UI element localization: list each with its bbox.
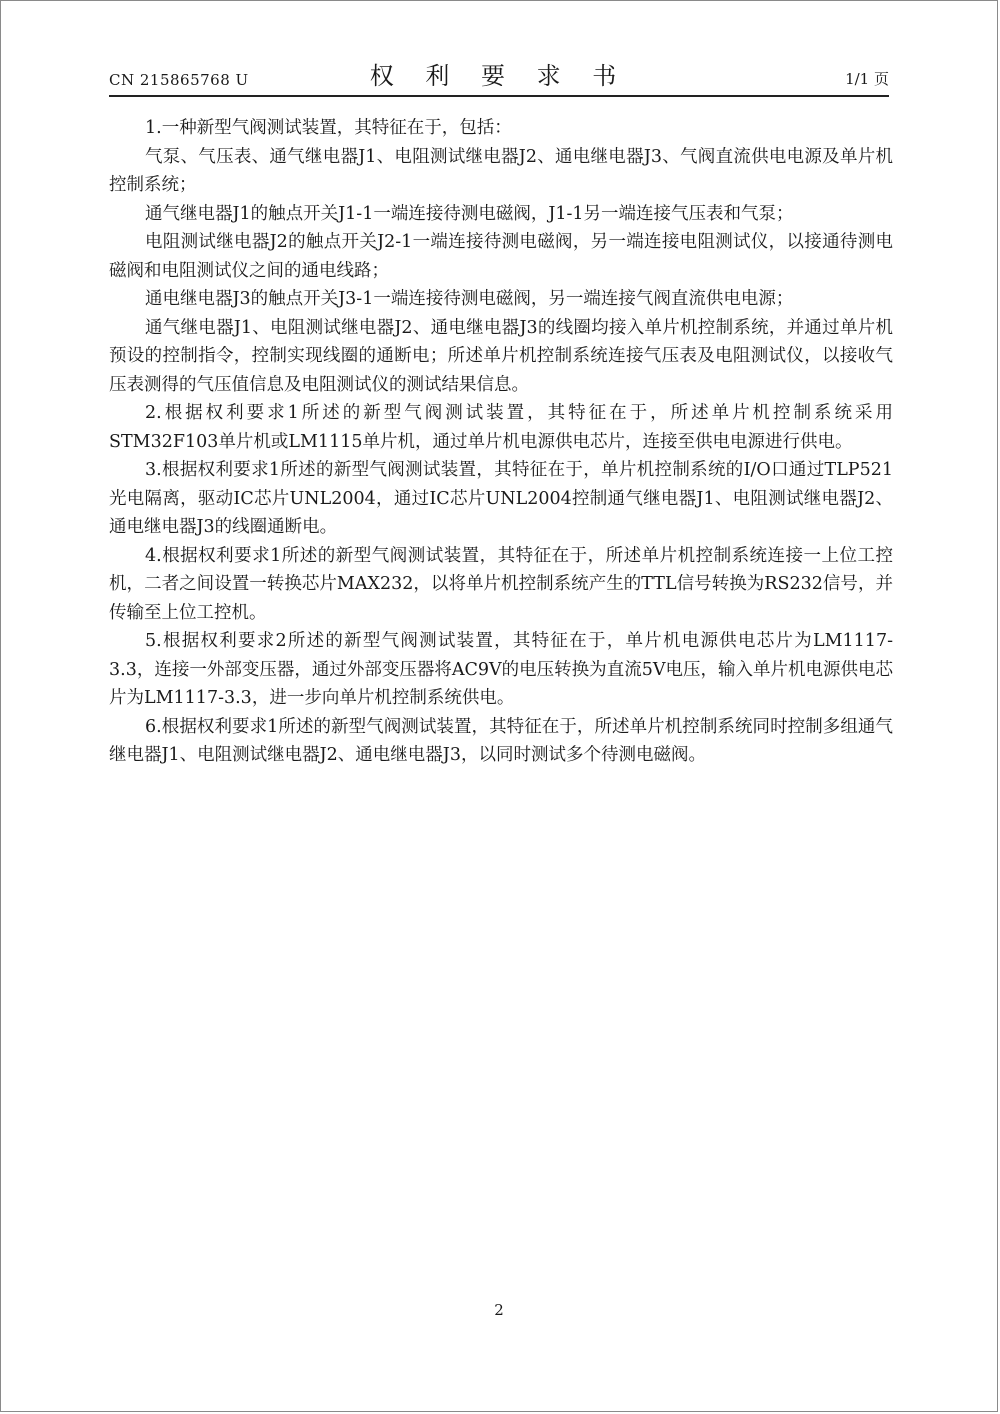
publication-number: CN 215865768 U xyxy=(109,71,249,89)
claim-paragraph: 通气继电器J1的触点开关J1-1一端连接待测电磁阀，J1-1另一端连接气压表和气泵； xyxy=(145,203,794,224)
document-title: 权 利 要 求 书 xyxy=(369,62,629,90)
claim-paragraph: 2.根据权利要求1所述的新型气阀测试装置，其特征在于，所述单片机控制系统采用STM32F103单片机或LM1115单片机，通过单片机电源供电芯片，连接至供电电源进行供电。 xyxy=(109,403,893,452)
claim-paragraph: 3.根据权利要求1所述的新型气阀测试装置，其特征在于，单片机控制系统的I/O口通过TLP521光电隔离，驱动IC芯片UNL2004，通过IC芯片UNL2004控制通气继电器J1、电阻测试继电器J2、通电继电器J3的线圈通断电。 xyxy=(109,460,893,537)
page-number: 2 xyxy=(494,1301,504,1319)
claims-body xyxy=(109,114,893,770)
page-header xyxy=(109,55,889,97)
page-count: 1/1 页 xyxy=(845,70,889,88)
claim-paragraph: 通气继电器J1、电阻测试继电器J2、通电继电器J3的线圈均接入单片机控制系统，并通过单片机预设的控制指令，控制实现线圈的通断电；所述单片机控制系统连接气压表及电阻测试仪，以接收气压表测得的气压值信息及电阻测试仪的测试结果信息。 xyxy=(109,317,893,395)
claim-paragraph: 1.一种新型气阀测试装置，其特征在于，包括： xyxy=(145,118,512,138)
claim-paragraph: 电阻测试继电器J2的触点开关J2-1一端连接待测电磁阀，另一端连接电阻测试仪，以接通待测电磁阀和电阻测试仪之间的通电线路； xyxy=(109,232,893,281)
claim-paragraph: 气泵、气压表、通气继电器J1、电阻测试继电器J2、通电继电器J3、气阀直流供电电源及单片机控制系统； xyxy=(109,146,893,195)
claim-paragraph: 5.根据权利要求2所述的新型气阀测试装置，其特征在于，单片机电源供电芯片为LM1117-3.3，连接一外部变压器，通过外部变压器将AC9V的电压转换为直流5V电压，输入单片机电源供电芯片为LM1117-3.3，进一步向单片机控制系统供电。 xyxy=(109,631,893,708)
claim-paragraph: 6.根据权利要求1所述的新型气阀测试装置，其特征在于，所述单片机控制系统同时控制多组通气继电器J1、电阻测试继电器J2、通电继电器J3，以同时测试多个待测电磁阀。 xyxy=(109,716,893,765)
claim-paragraph: 通电继电器J3的触点开关J3-1一端连接待测电磁阀，另一端连接气阀直流供电电源； xyxy=(145,289,794,309)
claim-paragraph: 4.根据权利要求1所述的新型气阀测试装置，其特征在于，所述单片机控制系统连接一上位工控机，二者之间设置一转换芯片MAX232，以将单片机控制系统产生的TTL信号转换为RS232信号，并传输至上位工控机。 xyxy=(109,545,893,623)
